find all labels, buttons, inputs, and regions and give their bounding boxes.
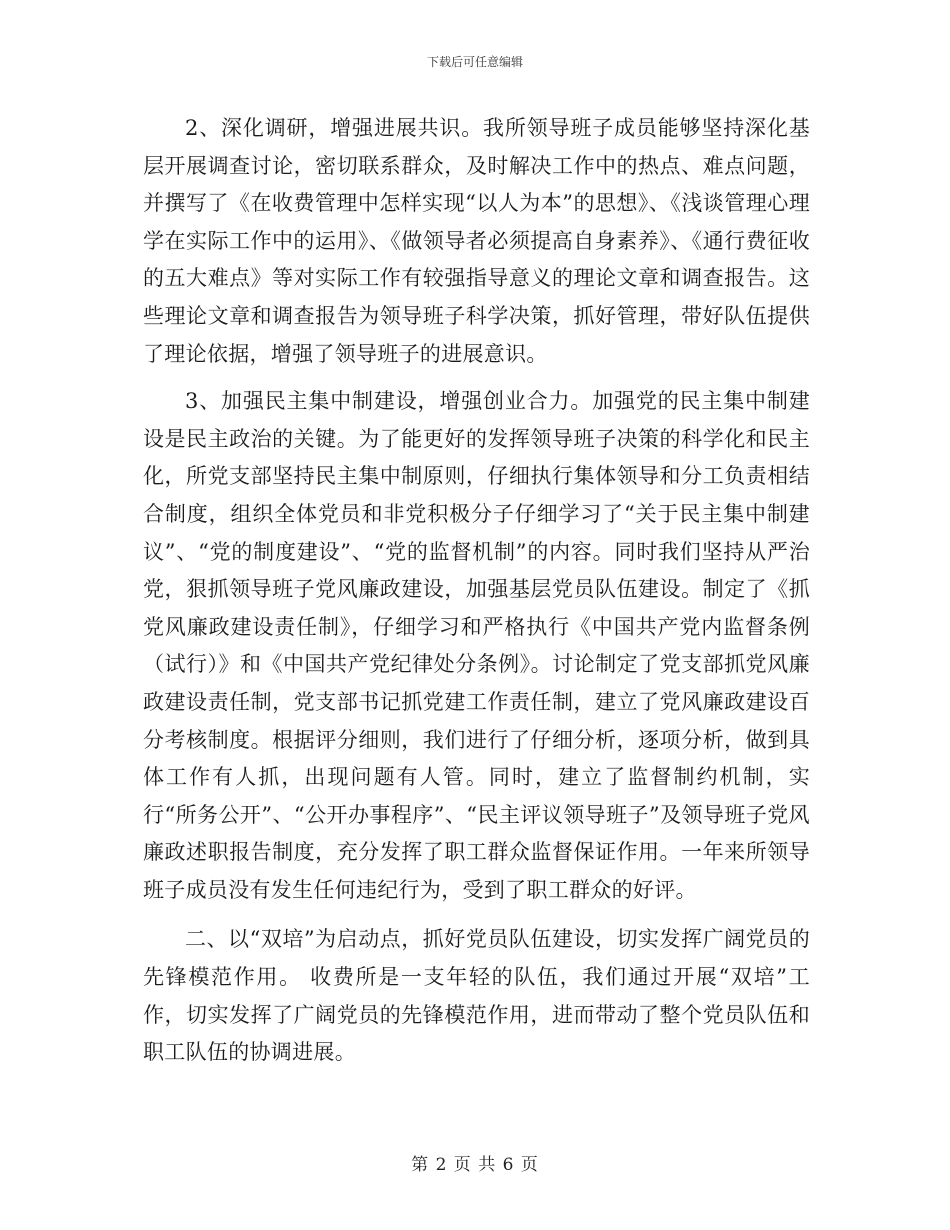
page-header: 下载后可任意编辑 — [426, 55, 523, 69]
document-body — [143, 110, 810, 1082]
paragraph-democratic-centralism: 3、加强民主集中制建设，增强创业合力。加强党的民主集中制建设是民主政治的关键。为了能更好的发挥领导班子决策的科学化和民主化，所党支部坚持民主集中制原则，仔细执行集体领导和分工负责相结合制度，组织全体党员和非党积极分子仔细学习了“关于民主集中制建议”、“党的制度建设”、“党的监督机制”的内容。同时我们坚持从严治党，狠抓领导班子党风廉政建设，加强基层党员队伍建设。制定了《抓党风廉政建设责任制》，仔细学习和严格执行《中国共产党内监督条例（试行）》和《中国共产党纪律处分条例》。讨论制定了党支部抓党风廉政建设责任制，党支部书记抓党建工作责任制，建立了党风廉政建设百分考核制度。根据评分细则，我们进行了仔细分析，逐项分析，做到具体工作有人抓，出现问题有人管。同时，建立了监督制约机制，实行“所务公开”、“公开办事程序”、“民主评议领导班子”及领导班子党风廉政述职报告制度，充分发挥了职工群众监督保证作用。一年来所领导班子成员没有发生任何违纪行为，受到了职工群众的好评。 — [143, 389, 810, 902]
paragraph-shuangpei: 二、以“双培”为启动点，抓好党员队伍建设，切实发挥广阔党员的先锋模范作用。 收费所是一支年轻的队伍，我们通过开展“双培”工作，切实发挥了广阔党员的先锋模范作用，进而带动了整个党员队伍和职工队伍的协调进展。 — [143, 927, 810, 1065]
page-number-footer: 第 2 页 共 6 页 — [411, 1155, 539, 1175]
paragraph-deepen-research: 2、深化调研，增强进展共识。我所领导班子成员能够坚持深化基层开展调查讨论，密切联系群众，及时解决工作中的热点、难点问题，并撰写了《在收费管理中怎样实现“以人为本”的思想》、《浅谈管理心理学在实际工作中的运用》、《做领导者必须提高自身素养》、《通行费征收的五大难点》等对实际工作有较强指导意义的理论文章和调查报告。这些理论文章和调查报告为领导班子科学决策，抓好管理，带好队伍提供了理论依据，增强了领导班子的进展意识。 — [143, 116, 810, 366]
